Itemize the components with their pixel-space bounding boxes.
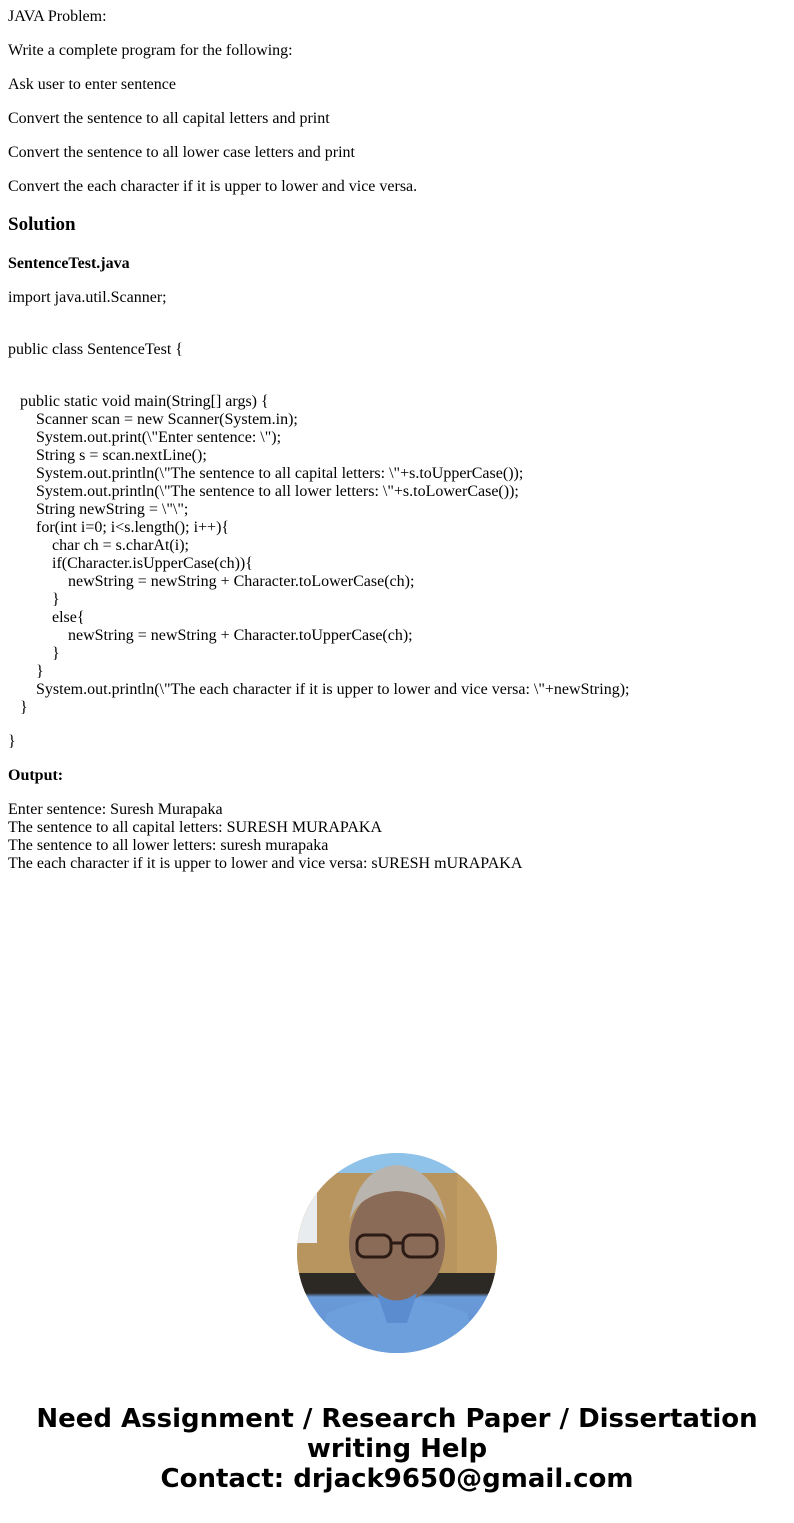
code-line: System.out.println(\"The each character if it is upper to lower and vice versa: \"+newString); bbox=[36, 681, 630, 698]
problem-line: Convert the each character if it is upper to lower and vice versa. bbox=[8, 178, 418, 195]
code-line: } bbox=[52, 645, 60, 662]
output-line: Enter sentence: Suresh Murapaka bbox=[8, 801, 223, 818]
output-heading: Output: bbox=[8, 767, 64, 784]
promo-line: Need Assignment / Research Paper / Dissertation bbox=[36, 1404, 758, 1434]
code-line: } bbox=[36, 663, 44, 680]
code-line: public static void main(String[] args) { bbox=[20, 393, 269, 410]
code-line: char ch = s.charAt(i); bbox=[52, 537, 189, 554]
code-line: for(int i=0; i<s.length(); i++){ bbox=[36, 519, 230, 536]
output-line: The each character if it is upper to lower and vice versa: sURESH mURAPAKA bbox=[8, 855, 523, 872]
code-class-declaration: public class SentenceTest { bbox=[8, 341, 183, 358]
code-line: System.out.println(\"The sentence to all capital letters: \"+s.toUpperCase()); bbox=[36, 465, 524, 482]
code-line: String s = scan.nextLine(); bbox=[36, 447, 207, 464]
code-line: newString = newString + Character.toUpperCase(ch); bbox=[68, 627, 413, 644]
promo-banner bbox=[0, 1404, 794, 1494]
code-line: newString = newString + Character.toLowerCase(ch); bbox=[68, 573, 415, 590]
code-line: String newString = \"\"; bbox=[36, 501, 189, 518]
solution-filename: SentenceTest.java bbox=[8, 255, 130, 272]
code-import: import java.util.Scanner; bbox=[8, 289, 167, 306]
code-line: Scanner scan = new Scanner(System.in); bbox=[36, 411, 298, 428]
code-line: if(Character.isUpperCase(ch)){ bbox=[52, 555, 253, 572]
code-line: } bbox=[52, 591, 60, 608]
person-photo-icon bbox=[297, 1153, 497, 1353]
code-line: } bbox=[8, 733, 16, 750]
promo-line: writing Help bbox=[306, 1434, 488, 1464]
promo-contact: Contact: drjack9650@gmail.com bbox=[160, 1464, 634, 1494]
problem-line: Write a complete program for the following: bbox=[8, 42, 293, 59]
problem-line: Ask user to enter sentence bbox=[8, 76, 176, 93]
output-line: The sentence to all lower letters: suresh murapaka bbox=[8, 837, 329, 854]
code-line: else{ bbox=[52, 609, 85, 626]
avatar bbox=[297, 1153, 497, 1353]
problem-title: JAVA Problem: bbox=[8, 8, 107, 25]
code-line: } bbox=[20, 699, 28, 716]
output-line: The sentence to all capital letters: SURESH MURAPAKA bbox=[8, 819, 383, 836]
code-line: System.out.print(\"Enter sentence: \"); bbox=[36, 429, 282, 446]
solution-heading: Solution bbox=[8, 214, 76, 235]
code-line: System.out.println(\"The sentence to all lower letters: \"+s.toLowerCase()); bbox=[36, 483, 519, 500]
problem-line: Convert the sentence to all capital letters and print bbox=[8, 110, 330, 127]
problem-line: Convert the sentence to all lower case letters and print bbox=[8, 144, 355, 161]
